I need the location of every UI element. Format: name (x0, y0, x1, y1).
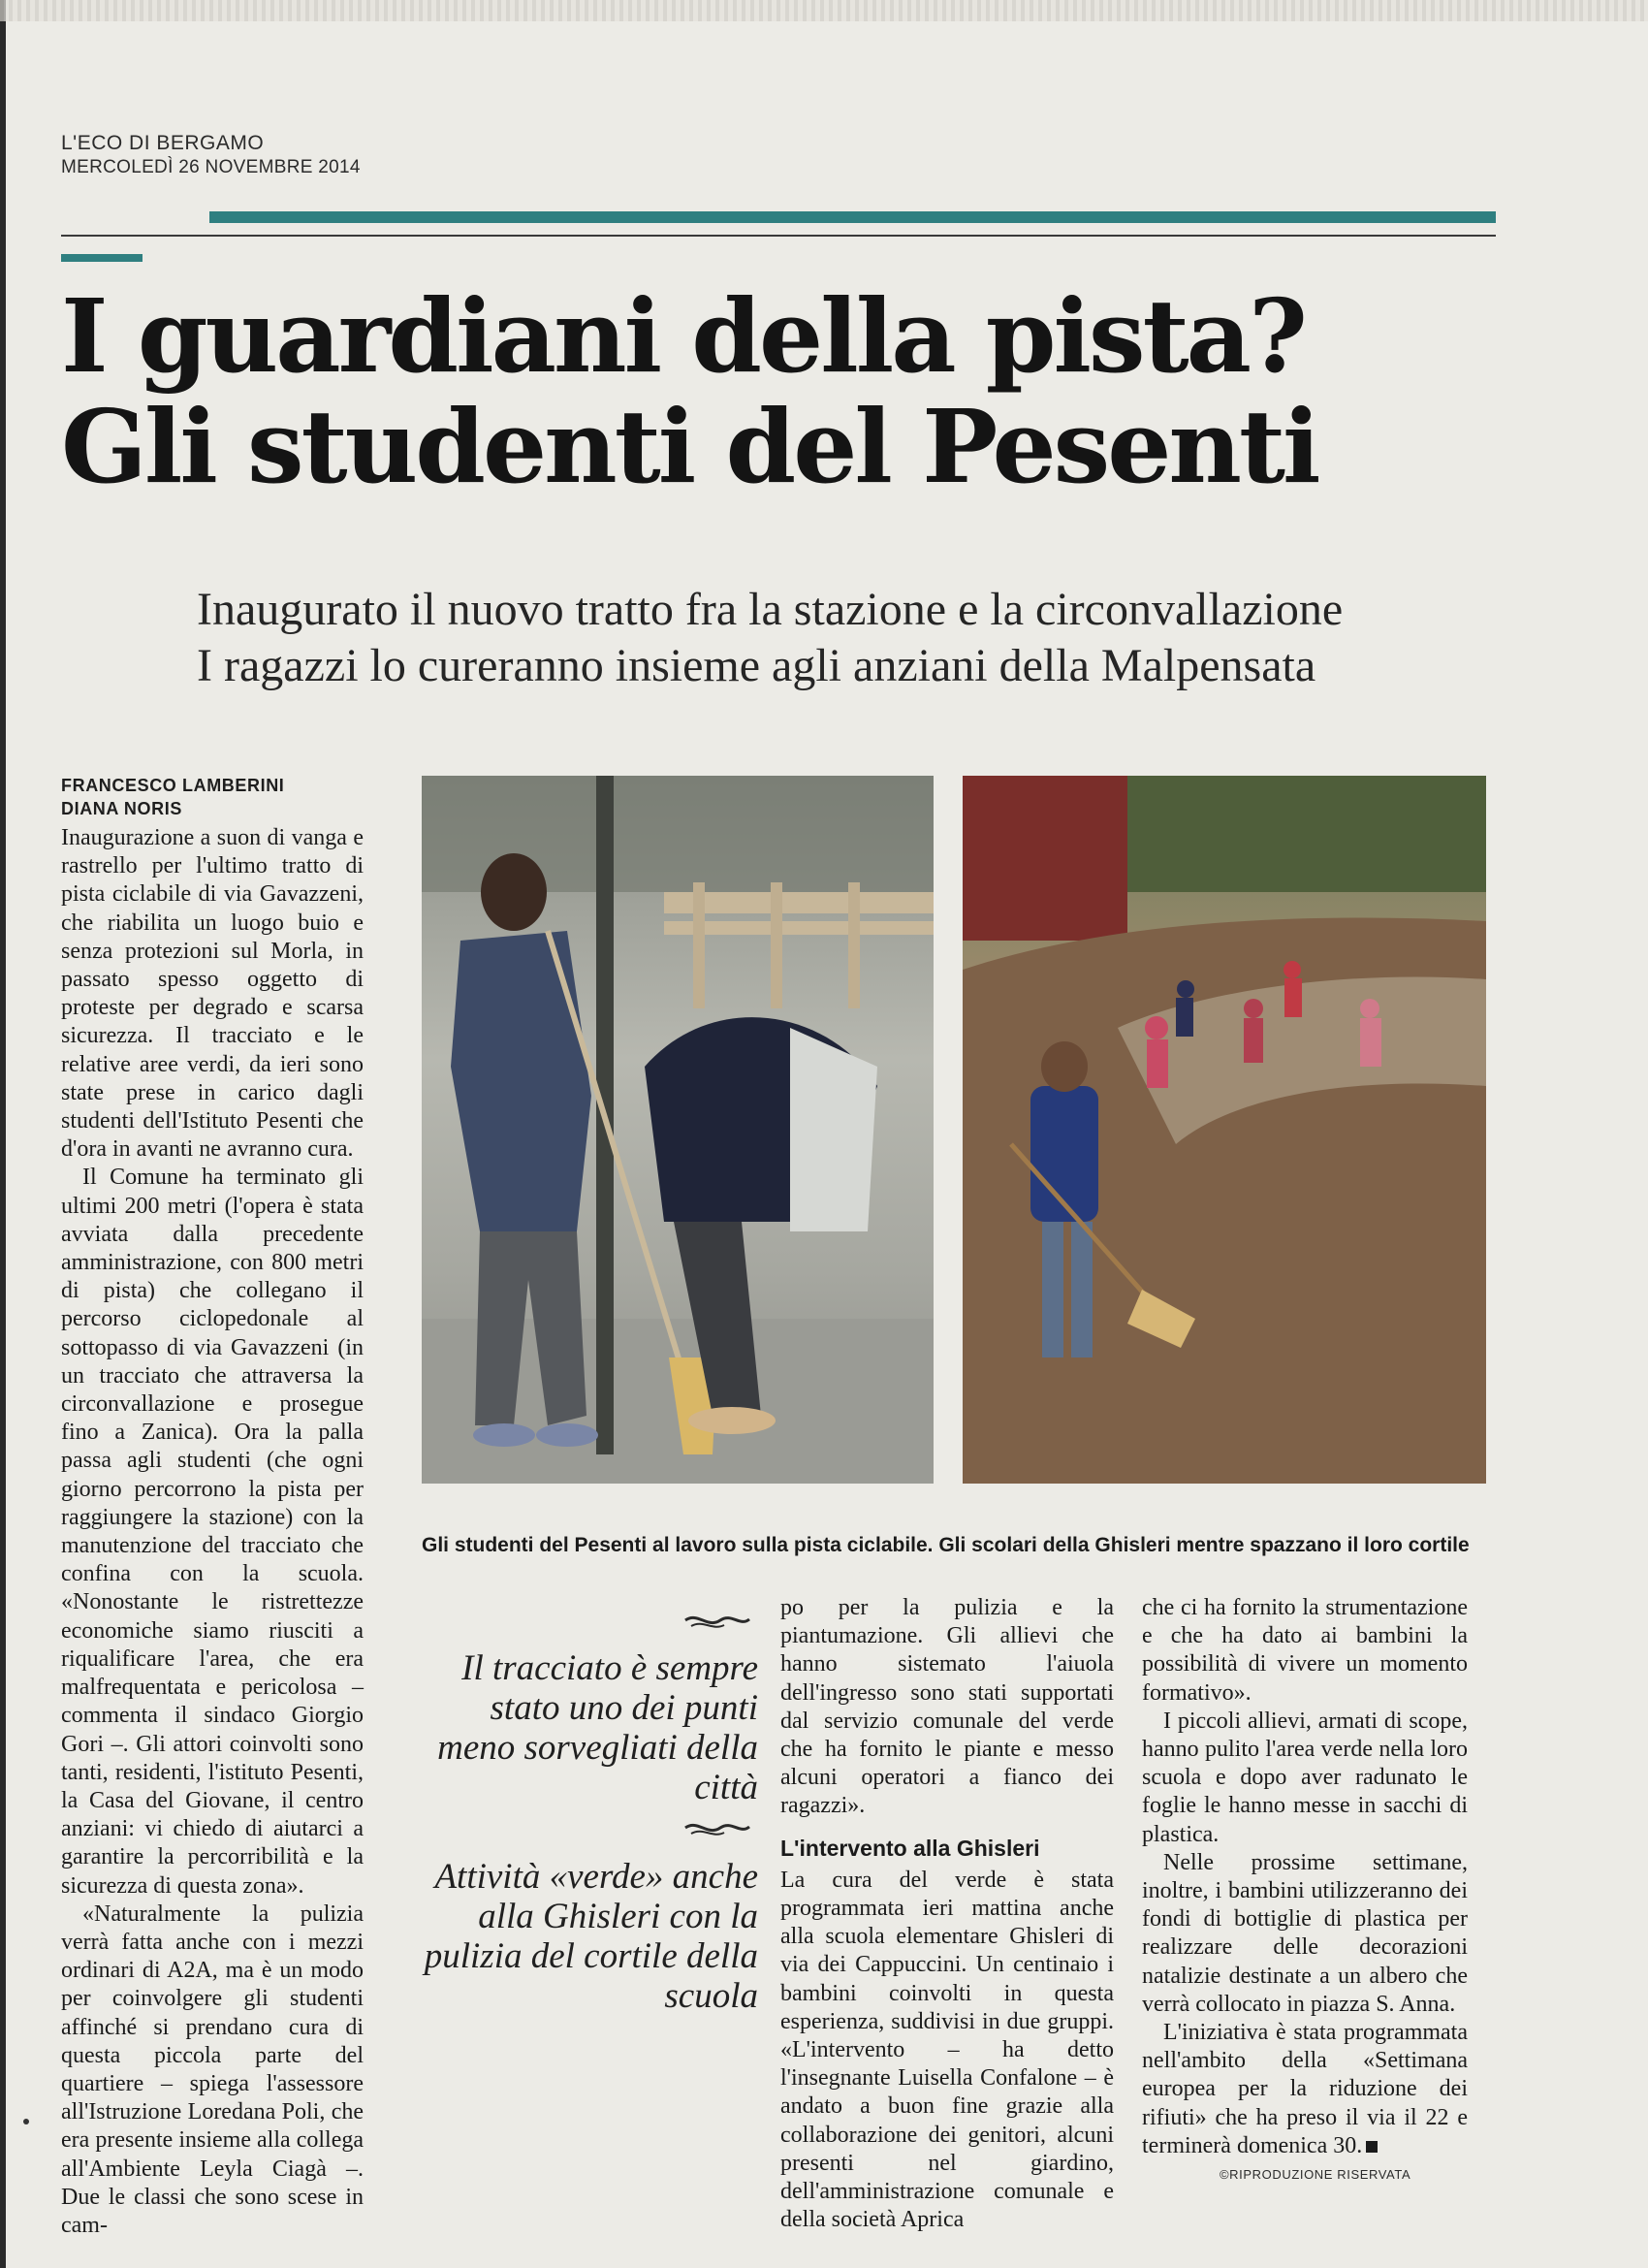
byline (61, 774, 284, 820)
headline-marker (61, 254, 143, 262)
article-text: L'iniziativa è stata programmata nell'ambito della «Settimana europea per la riduzione dei rifiuti» che ha preso il via il 22 e terminerà domenica 30. (1142, 2020, 1468, 2158)
article-paragraph: La cura del verde è stata programmata ieri mattina anche alla scuola elementare Ghisleri di via dei Cappuccini. Un centinaio i bambini coinvolti in questa esperienza, suddivisi in due gruppi. «L'intervento – ha detto l'insegnante Luisella Confalone – è andato a buon fine grazie alla collaborazione dei genitori, alcuni presenti nel giardino, dell'amministrazione comunale e della società Aprica (780, 1867, 1114, 2233)
section-subhead: L'intervento alla Ghisleri (780, 1835, 1040, 1861)
headline-line-2: Gli studenti del Pesenti (61, 387, 1318, 506)
author-name: FRANCESCO LAMBERINI (61, 776, 285, 795)
ornament-icon (683, 1817, 751, 1838)
article-paragraph: che ci ha fornito la strumentazione e che ha dato ai bambini la possibilità di vivere un momento formativo». (1142, 1595, 1468, 1706)
article-column-3 (780, 1594, 1114, 2234)
deck (197, 582, 1476, 694)
article-paragraph: po per la pulizia e la piantumazione. Gli allievi che hanno sistemato l'aiuola dell'ingresso sono stati supportati dal servizio comunale del verde che ha fornito le piante e messo alcuni operatori a fianco dei ragazzi». (780, 1595, 1114, 1819)
ornament-icon (683, 1610, 751, 1631)
scan-edge (0, 0, 6, 2268)
photo-illustration (422, 776, 934, 1484)
article-column-4 (1142, 1594, 1468, 2160)
photo-caption: Gli studenti del Pesenti al lavoro sulla pista ciclabile. Gli scolari della Ghisleri mentre spazzano il loro cortile (422, 1534, 1470, 1556)
pull-quote: Il tracciato è sempre stato uno dei punti meno sorvegliati della città (437, 1648, 758, 1807)
article-text: Nelle prossime settimane, inoltre, i bambini utilizzeranno dei fondi di bottiglie di plastica per realizzare delle decorazioni natalizie destinate a un albero che verrà collocato in piazza S. Anna. (1142, 1849, 1468, 2017)
photo-illustration (963, 776, 1486, 1484)
headline (61, 276, 1399, 506)
article-paragraph (1142, 2019, 1468, 2160)
headline-line-1: I guardiani della pista? (61, 276, 1305, 396)
publication-date: MERCOLEDÌ 26 NOVEMBRE 2014 (61, 157, 361, 177)
masthead (61, 132, 361, 178)
header-rule (61, 235, 1496, 237)
pull-quote: Attività «verde» anche alla Ghisleri con la pulizia del cortile della scuola (424, 1857, 758, 2016)
newspaper-name: L'ECO DI BERGAMO (61, 132, 265, 154)
copyright-notice: ©RIPRODUZIONE RISERVATA (1220, 2167, 1411, 2182)
article-paragraph: «Naturalmente la pulizia verrà fatta anche con i mezzi ordinari di A2A, ma è un modo per coinvolgere gli studenti affinché si prendano cura di questa piccola parte del quartiere – spiega l'assessore all'Istruzione Loredana Poli, che era presente insieme alla collega all'Ambiente Leyla Ciagà –. Due le classi che sono scese in cam- (61, 1901, 364, 2238)
scan-dot (23, 2119, 29, 2124)
author-name: DIANA NORIS (61, 799, 182, 818)
article-column-1 (61, 824, 364, 2240)
article-paragraph: Il Comune ha terminato gli ultimi 200 metri (l'opera è stata avviata dalla precedente amministrazione, con 800 metri di pista) che collegano il percorso ciclopedonale al sottopasso di via Gavazzeni (in un tracciato che attraversa la circonvallazione e prosegue fino a Zanica). Ora la palla passa agli studenti (che ogni giorno percorrono la pista per raggiungere la stazione) con la manutenzione del tracciato che confina con la scuola. «Nonostante le ristrettezze economiche siamo riusciti a riqualificare l'area, che era malfrequentata e pericolosa – commenta il sindaco Giorgio Gori –. Gli attori coinvolti sono tanti, residenti, l'istituto Pesenti, la Casa del Giovane, il centro anziani: vi chiedo di aiutarci a garantire la percorribilità e la sicurezza di questa zona». (61, 1165, 364, 1899)
deck-line-1: Inaugurato il nuovo tratto fra la stazione e la circonvallazione (197, 584, 1344, 635)
article-paragraph: I piccoli allievi, armati di scope, hanno pulito l'area verde nella loro scuola e dopo aver radunato le foglie le hanno messe in sacchi di plastica. (1142, 1708, 1468, 1847)
article-paragraph: Inaugurazione a suon di vanga e rastrello per l'ultimo tratto di pista ciclabile di via Gavazzeni, che riabilita un luogo buio e senza protezioni sul Morla, in passato spesso oggetto di proteste per degrado e scarsa sicurezza. Il tracciato e le relative aree verdi, da ieri sono state prese in carico dagli studenti dell'Istituto Pesenti che d'ora in avanti ne avranno cura. (61, 825, 364, 1163)
section-bar (209, 211, 1496, 223)
article-paragraph (1142, 1849, 1468, 2019)
photo-children-ghisleri (963, 776, 1486, 1484)
photo-students-pesenti (422, 776, 934, 1484)
deck-line-2: I ragazzi lo cureranno insieme agli anziani della Malpensata (197, 640, 1316, 691)
bleed-through-strip (0, 0, 1648, 21)
end-of-article-icon (1366, 2141, 1378, 2153)
